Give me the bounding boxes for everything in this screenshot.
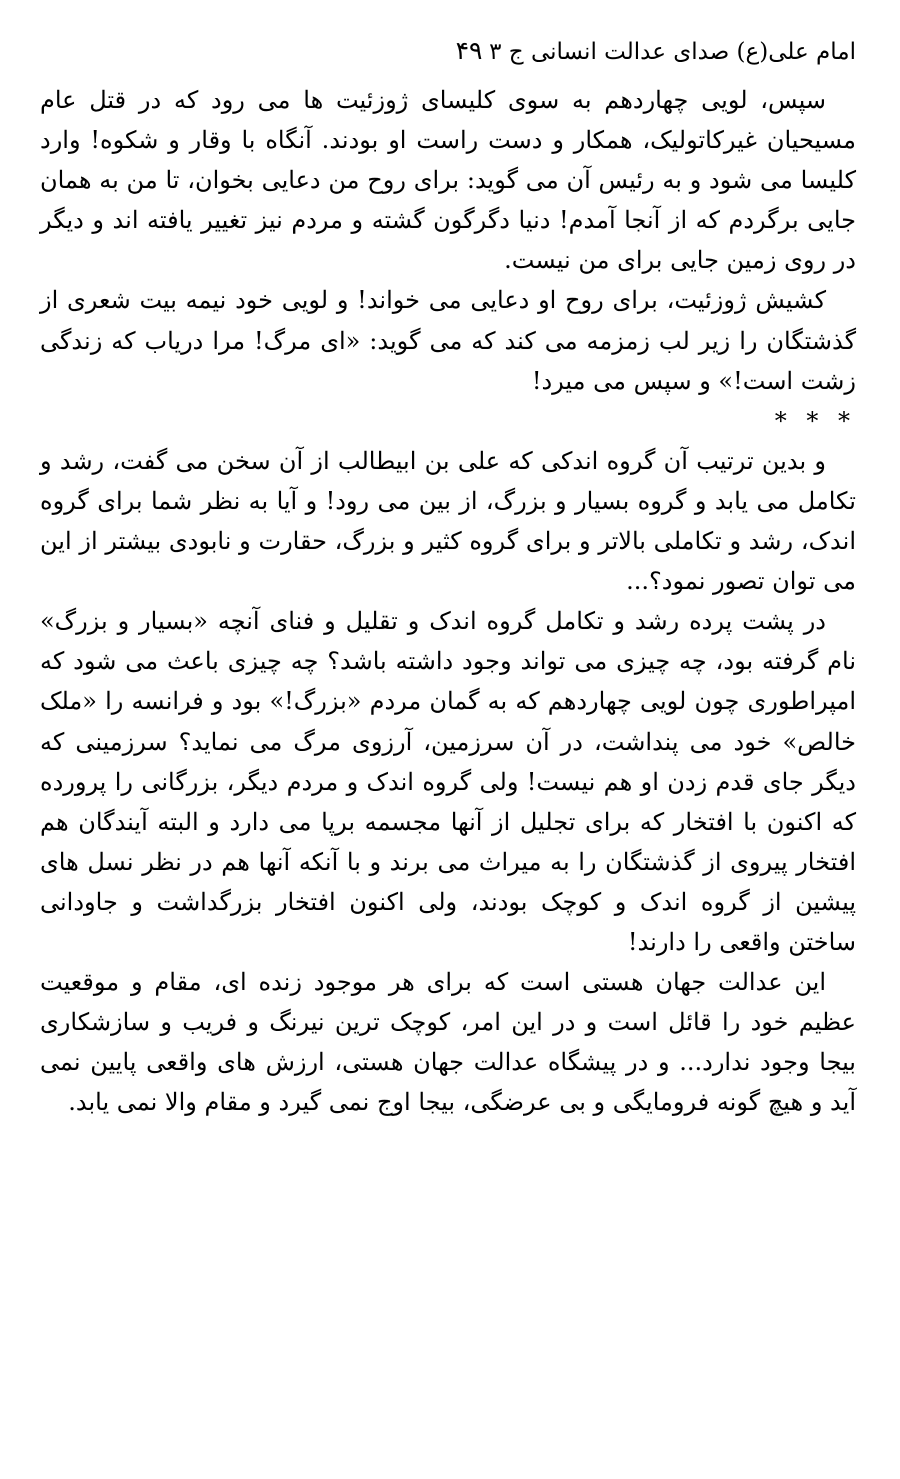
section-separator: * * * xyxy=(774,406,856,435)
paragraph: در پشت پرده رشد و تکامل گروه اندک و تقلیل و فنای آنچه «بسیار و بزرگ» نام گرفته بود، چه چیزی می تواند وجود داشته باشد؟ چه چیزی باعث می شود که امپراطوری چون لویی چهاردهم که به گمان مردم «بزرگ!» بود و فرانسه را «ملک خالص» خود می پنداشت، در آن سرزمین، آرزوی مرگ می نماید؟ سرزمینی که دیگر جای قدم زدن او هم نیست! ولی گروه اندک و مردم دیگر، بزرگانی را پرورده که اکنون با افتخار که برای تجلیل از آنها مجسمه برپا می دارد و البته آیندگان هم افتخار پیروی از گذشتگان را به میراث می برند و با آنکه آنها هم در نظر نسل های پیشین از گروه اندک و کوچک بودند، ولی اکنون افتخار بزرگداشت و جاودانی ساختن واقعی را دارند! xyxy=(40,607,857,956)
running-header xyxy=(40,30,856,70)
paragraph: و بدین ترتیب آن گروه اندکی که علی بن ابیطالب از آن سخن می گفت، رشد و تکامل می یابد و گروه بسیار و بزرگ، از بین می رود! و آیا به نظر شما برای گروه اندک، رشد و تکاملی بالاتر و برای گروه کثیر و بزرگ، حقارت و نابودی بیشتر از این می توان تصور نمود؟... xyxy=(40,446,856,596)
running-title: امام علی(ع) صدای عدالت انسانی ج ۳ xyxy=(489,39,856,65)
paragraph: این عدالت جهان هستی است که برای هر موجود زنده ای، مقام و موقعیت عظیم خود را قائل است و در این امر، کوچک ترین نیرنگ و فریب و سازشکاری بیجا وجود ندارد... و در پیشگاه عدالت جهان هستی، ارزش های واقعی پایین نمی آید و هیچ گونه فرومایگی و بی عرضگی، بیجا اوج نمی گیرد و مقام والا نمی یابد. xyxy=(40,968,856,1117)
paragraph: سپس، لویی چهاردهم به سوی کلیسای ژوزئیت ها می رود که در قتل عام مسیحیان غیرکاتولیک، همکار و دست راست او بودند. آنگاه با وقار و شکوه! وارد کلیسا می شود و به رئیس آن می گوید: برای روح من دعایی بخوان، تا من به همان جایی برگردم که از آنجا آمدم! دنیا دگرگون گشته و مردم نیز تغییر یافته اند و دیگر در روی زمین جایی برای من نیست. xyxy=(40,86,856,275)
paragraph: کشیش ژوزئیت، برای روح او دعایی می خواند! و لویی خود نیمه بیت شعری از گذشتگان را زیر لب زمزمه می کند که می گوید: «ای مرگ! مرا دریاب که زندگی زشت است!» و سپس می میرد! xyxy=(40,286,856,395)
body-text xyxy=(40,80,856,1122)
page-number: ۴۹ xyxy=(455,36,483,65)
